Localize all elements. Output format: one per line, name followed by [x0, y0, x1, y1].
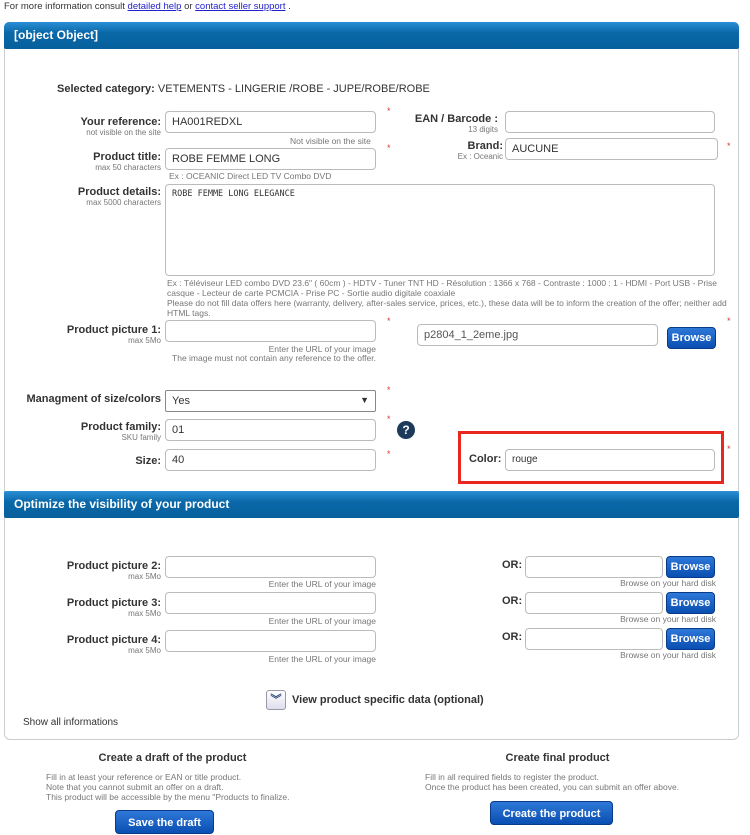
- brand-input[interactable]: AUCUNE: [505, 138, 718, 160]
- family-label: Product family: SKU family: [80, 421, 161, 442]
- picture3-file-input[interactable]: [525, 592, 663, 614]
- size-label: Size:: [135, 455, 161, 467]
- picture3-url-input[interactable]: [165, 592, 376, 614]
- family-input[interactable]: 01: [165, 419, 376, 441]
- brand-label: Brand: Ex : Oceanic: [457, 140, 503, 161]
- picture4-file-input[interactable]: [525, 628, 663, 650]
- title-hint: Ex : OCEANIC Direct LED TV Combo DVD: [169, 171, 332, 181]
- details-textarea[interactable]: ROBE FEMME LONG ELEGANCE: [165, 184, 715, 276]
- color-input[interactable]: rouge: [505, 449, 715, 471]
- reference-label: Your reference: not visible on the site: [80, 116, 161, 137]
- double-chevron-down-icon: ︾: [266, 690, 286, 710]
- details-label: Product details: max 5000 characters: [77, 186, 161, 207]
- section-header-visibility: Optimize the visibility of your product: [4, 491, 739, 518]
- size-input[interactable]: 40: [165, 449, 376, 471]
- section-header-info: [object Object]: [4, 22, 739, 49]
- picture1-file-input[interactable]: p2804_1_2eme.jpg: [417, 324, 658, 346]
- final-title: Create final product: [505, 752, 610, 764]
- title-input[interactable]: ROBE FEMME LONG: [165, 148, 376, 170]
- picture1-browse-button[interactable]: Browse: [667, 327, 716, 349]
- picture2-url-input[interactable]: [165, 556, 376, 578]
- picture1-warning: The image must not contain any reference to the offer.: [172, 353, 376, 363]
- reference-hint: Not visible on the site: [290, 136, 371, 146]
- picture1-url-hint: Enter the URL of your image: [268, 344, 376, 354]
- contact-support-link[interactable]: contact seller support: [195, 1, 286, 12]
- details-hint: Ex : Téléviseur LED combo DVD 23.6" ( 60cm ) - HDTV - Tuner TNT HD - Résolution : 1366 x 768 - Contraste : 1000 : 1 - HDMI - Port USB - Prise casque - Lecteur de carte PCMCIA - Prise PC - Sortie audio digitale coaxiale Please do not fill data offers here (warranty, delivery, after-sales service, prices, etc.), these data will be to inform the creation of the offer; neither add HTML tags.: [167, 278, 727, 318]
- view-specific-data-toggle[interactable]: ︾ View product specific data (optional): [266, 690, 484, 710]
- save-draft-button[interactable]: Save the draft: [115, 810, 214, 834]
- create-product-button[interactable]: Create the product: [490, 801, 613, 825]
- selected-category: Selected category: VETEMENTS - LINGERIE /ROBE - JUPE/ROBE/ROBE: [57, 83, 430, 95]
- show-all-link[interactable]: Show all informations: [23, 717, 119, 728]
- picture1-url-input[interactable]: [165, 320, 376, 342]
- detailed-help-link[interactable]: detailed help: [127, 1, 182, 12]
- picture4-browse-button[interactable]: Browse: [666, 628, 715, 650]
- color-label: Color:: [469, 453, 502, 465]
- picture1-label: Product picture 1: max 5Mo: [66, 324, 161, 345]
- intro-text: For more information consult detailed help or contact seller support .: [4, 1, 291, 12]
- draft-title: Create a draft of the product: [98, 752, 247, 764]
- picture2-browse-button[interactable]: Browse: [666, 556, 715, 578]
- ean-label: EAN / Barcode : 13 digits: [414, 113, 498, 134]
- help-icon[interactable]: ?: [397, 421, 415, 439]
- chevron-down-icon: ▼: [360, 395, 369, 405]
- draft-description: Fill in at least your reference or EAN or title product. Note that you cannot submit an offer on a draft. This product will be accessible by the menu "Products to finalize.: [46, 772, 290, 802]
- ean-input[interactable]: [505, 111, 715, 133]
- picture3-browse-button[interactable]: Browse: [666, 592, 715, 614]
- picture4-url-input[interactable]: [165, 630, 376, 652]
- management-label: Managment of size/colors: [26, 393, 161, 405]
- reference-input[interactable]: HA001REDXL: [165, 111, 376, 133]
- title-label: Product title: max 50 characters: [93, 151, 161, 172]
- final-description: Fill in all required fields to register the product. Once the product has been created, you can submit an offer above.: [425, 772, 680, 792]
- picture2-file-input[interactable]: [525, 556, 663, 578]
- management-select[interactable]: Yes ▼: [165, 390, 376, 412]
